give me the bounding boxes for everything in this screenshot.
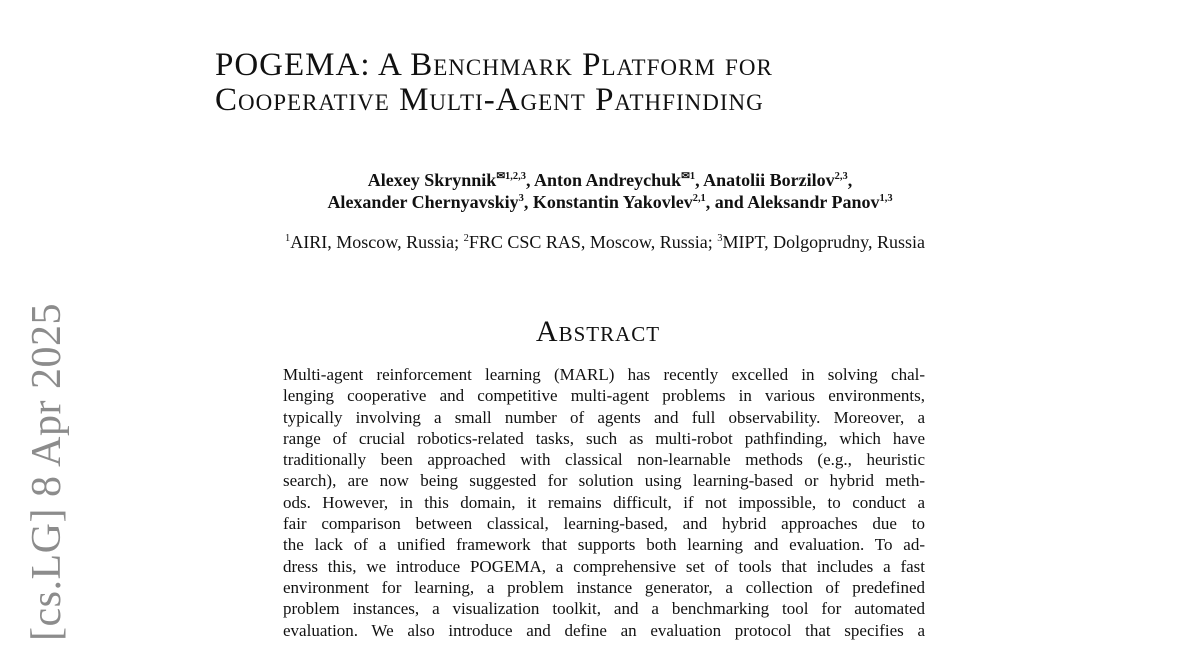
author-separator: , [525, 170, 534, 190]
author-name: Konstantin Yakovlev [532, 192, 693, 212]
authors-line-1 [160, 169, 1060, 191]
abstract-line: the lack of a unified framework that supports both learning and evaluation. To ad- [283, 535, 925, 555]
affiliation-mark: 1 [285, 233, 291, 244]
abstract-line: traditionally been approached with classical non-learnable methods (e.g., heuristic [283, 450, 925, 470]
author-list [160, 169, 1060, 213]
author-affiliation-marks: ✉1,2,3 [496, 171, 526, 182]
abstract-line: evaluation. We also introduce and define an evaluation protocol that specifies a [283, 620, 925, 640]
author-separator: , [695, 170, 704, 190]
author-affiliation-marks: 1,3 [879, 193, 893, 204]
author-separator: , and [705, 192, 748, 212]
author-name: Alexey Skrynnik [367, 170, 497, 190]
affiliations-line [155, 231, 1055, 253]
paper-title-line-1: POGEMA: A Benchmark Platform for [215, 47, 773, 83]
author-name: Anatolii Borzilov [703, 170, 835, 190]
abstract-line: ods. However, in this domain, it remains difficult, if not impossible, to conduct a [283, 492, 925, 512]
affiliation-mark: 3 [717, 233, 723, 244]
author-name: Anton Andreychuk [533, 170, 682, 190]
abstract-line: problem instances, a visualization toolkit, and a benchmarking tool for automated [283, 599, 925, 619]
affiliation-mark: 2 [463, 233, 469, 244]
authors-line-2 [160, 191, 1060, 213]
abstract-line: lenging cooperative and competitive multi-agent problems in various environments, [283, 386, 925, 406]
abstract-line: typically involving a small number of agents and full observability. Moreover, a [283, 407, 925, 427]
author-separator: , [523, 192, 533, 212]
abstract-line: range of crucial robotics-related tasks, such as multi-robot pathfinding, which have [283, 428, 925, 448]
author-separator: , [847, 170, 853, 190]
arxiv-watermark: [cs.LG] 8 Apr 2025 [24, 303, 70, 641]
author-affiliation-marks: 2,3 [834, 171, 848, 182]
abstract-heading: Abstract [535, 315, 661, 348]
author-affiliation-marks: ✉1 [681, 171, 696, 182]
author-name: Alexander Chernyavskiy [327, 192, 519, 212]
abstract-line: dress this, we introduce POGEMA, a comprehensive set of tools that includes a fast [283, 556, 925, 576]
affiliation-text: MIPT, Dolgoprudny, Russia [722, 232, 925, 252]
author-affiliation-marks: 3 [518, 193, 524, 204]
affiliation-text: FRC CSC RAS, Moscow, Russia; [468, 232, 718, 252]
paper-title-line-2: Cooperative Multi-Agent Pathfinding [215, 82, 764, 118]
abstract-line: fair comparison between classical, learning-based, and hybrid approaches due to [283, 514, 925, 534]
abstract-line: Multi-agent reinforcement learning (MARL) has recently excelled in solving chal- [283, 365, 925, 384]
author-affiliation-marks: 2,1 [692, 193, 706, 204]
abstract-line: search), are now being suggested for solution using learning-based or hybrid meth- [283, 471, 925, 491]
abstract-line: environment for learning, a problem instance generator, a collection of predefined [283, 577, 925, 597]
abstract-body [283, 364, 925, 641]
author-name: Aleksandr Panov [747, 192, 880, 212]
paper-title [215, 48, 773, 118]
affiliation-text: AIRI, Moscow, Russia; [290, 232, 464, 252]
